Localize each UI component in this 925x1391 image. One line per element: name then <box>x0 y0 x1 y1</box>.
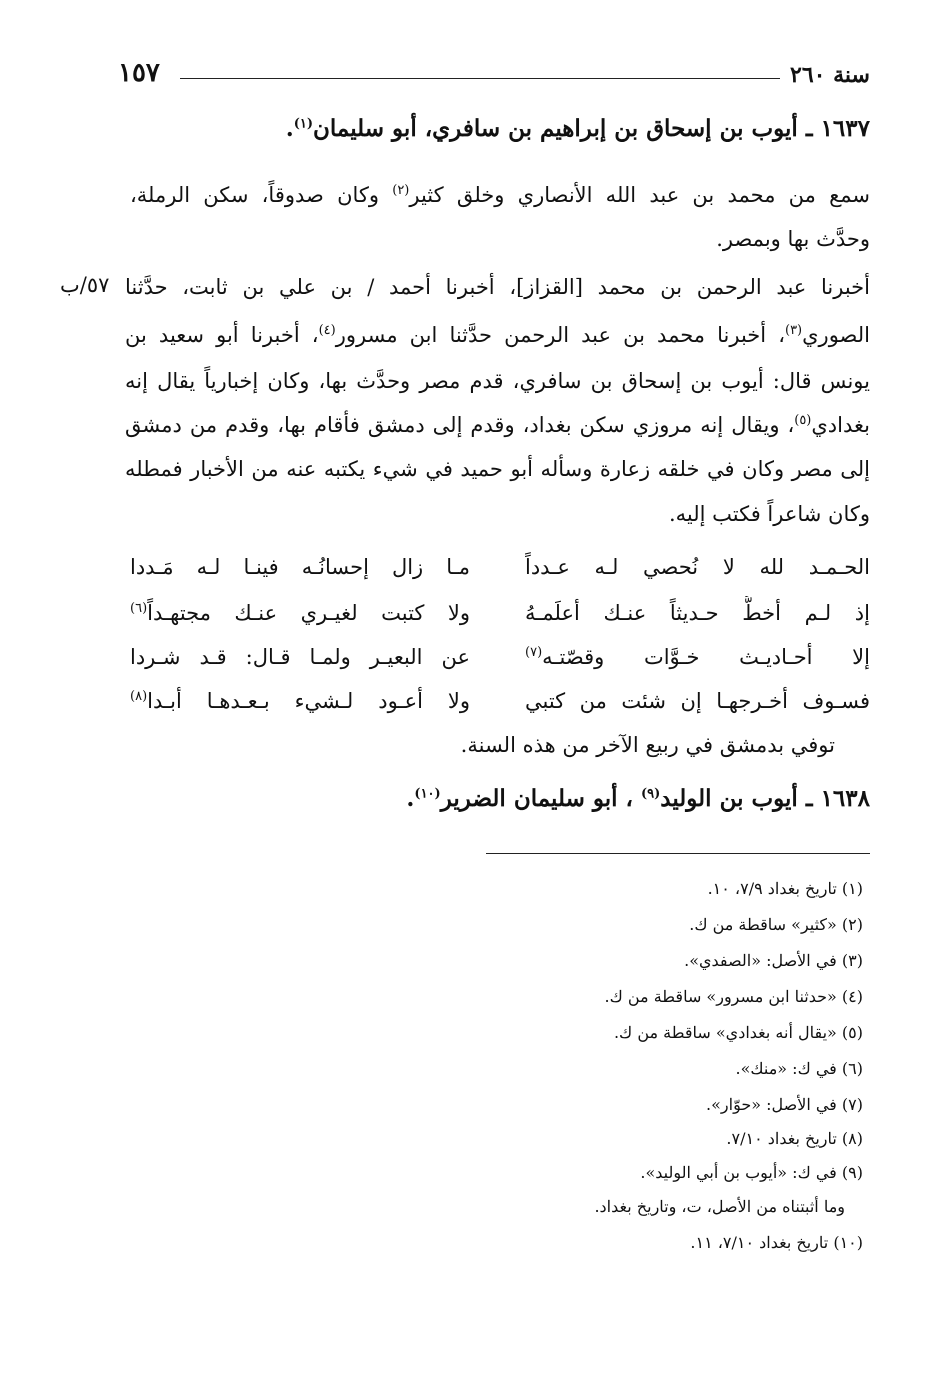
footnote-ref: (٢) <box>392 183 410 198</box>
footnote: (٧) في الأصل: «حوّار». <box>706 1095 863 1114</box>
footnote-ref: (٦) <box>130 601 148 616</box>
entry-heading-1638: ١٦٣٨ ـ أيوب بن الوليد$^{(٩)}$ ، أبو سليمان الضرير$^{(١٠)}$. <box>406 785 870 812</box>
paragraph-line: وكان شاعراً فكتب إليه. <box>668 502 870 526</box>
header-year: سنة ٢٦٠ <box>790 62 870 88</box>
paragraph-line: وحدَّث بها وبمصر. <box>716 227 870 251</box>
footnote: (٨) تاريخ بغداد ٧/١٠. <box>726 1129 863 1148</box>
footnote: (١) تاريخ بغداد ٧/٩، ١٠. <box>707 879 863 898</box>
footnote-ref: (٧) <box>525 645 543 660</box>
page-number: ١٥٧ <box>118 58 160 88</box>
paragraph-line: أخبرنا عبد الرحمن بن محمد [القزاز]، أخبرنا أحمد / بن علي بن ثابت، حدَّثنا <box>125 275 870 299</box>
paragraph-line: إلى مصر وكان في خلقه زعارة وسأله أبو حميد في شيء يكتبه عنه من الأخبار فمطله <box>125 457 870 481</box>
footnote: (٦) في ك: «منك». <box>735 1059 863 1078</box>
paragraph-line: بغدادي$^{(٥)}$، ويقال إنه مروزي سكن بغداد، وقدم إلى دمشق فأقام بها، وقدم من دمشق <box>125 413 870 437</box>
poem-hemistich-left: ولا أعـود لـشيء بـعـدهـا أبـدا$^{(٨)}$ <box>130 689 470 713</box>
footnote: (١٠) تاريخ بغداد ٧/١٠، ١١. <box>690 1233 863 1252</box>
footnote-continuation: وما أثبتناه من الأصل، ت، وتاريخ بغداد. <box>594 1197 845 1216</box>
footnote: (٢) «كثير» ساقطة من ك. <box>689 915 863 934</box>
footnote: (٣) في الأصل: «الصفدي». <box>684 951 863 970</box>
footnote-rule <box>486 853 870 854</box>
margin-folio-note: ٥٧/ب <box>60 273 110 297</box>
footnote-ref: (٩) <box>640 786 661 802</box>
footnote: (٩) في ك: «أيوب بن أبي الوليد». <box>640 1163 863 1182</box>
footnote-ref: (٤) <box>318 323 336 338</box>
poem-hemistich-right: إلا أحـاديـث خـوَّات وقصّتـه$^{(٧)}$ <box>525 645 870 669</box>
footnote: (٥) «يقال أنه بغدادي» ساقطة من ك. <box>613 1023 863 1042</box>
poem-hemistich-right: الحـمـد لله لا نُحصي لـه عـدداً <box>525 555 870 579</box>
poem-hemistich-left: عن البعيـر ولمـا قـال: قـد شـردا <box>130 645 470 669</box>
footnote-ref: (٣) <box>784 323 803 338</box>
paragraph-line: الصوري$^{(٣)}$، أخبرنا محمد بن عبد الرحمن حدَّثنا ابن مسرور$^{(٤)}$، أخبرنا أبو سعيد بن <box>125 323 870 347</box>
paragraph-line: يونس قال: أيوب بن إسحاق بن سافري، قدم مصر وحدَّث بها، وكان إخبارياً يقال إنه <box>125 369 870 393</box>
footnote-ref: (٥) <box>794 413 812 428</box>
entry-heading-1637: ١٦٣٧ ـ أيوب بن إسحاق بن إبراهيم بن سافري، أبو سليمان$^{(١)}$. <box>285 115 870 142</box>
running-header <box>118 58 870 92</box>
poem-hemistich-left: مـا زال إحسانُـه فينـا لـه مَـددا <box>130 555 470 579</box>
poem-hemistich-left: ولا كتبت لغيـري عنـك مجتهـداً$^{(٦)}$ <box>130 601 470 625</box>
header-rule <box>180 78 780 79</box>
footnote-ref: (١٠) <box>414 786 441 802</box>
death-note: توفي بدمشق في ربيع الآخر من هذه السنة. <box>460 733 835 757</box>
poem-hemistich-right: فسـوف أخـرجهـا إن شئت من كتبي <box>525 689 870 713</box>
footnote-ref: (١) <box>293 116 314 132</box>
footnote: (٤) «حدثنا ابن مسرور» ساقطة من ك. <box>604 987 863 1006</box>
footnote-ref: (٨) <box>130 689 148 704</box>
poem-hemistich-right: إذ لـم أخطُّ حـديثاً عنـك أعلَمـهُ <box>525 601 870 625</box>
paragraph-line: سمع من محمد بن عبد الله الأنصاري وخلق كثير$^{(٢)}$ وكان صدوقاً، سكن الرملة، <box>130 183 870 207</box>
